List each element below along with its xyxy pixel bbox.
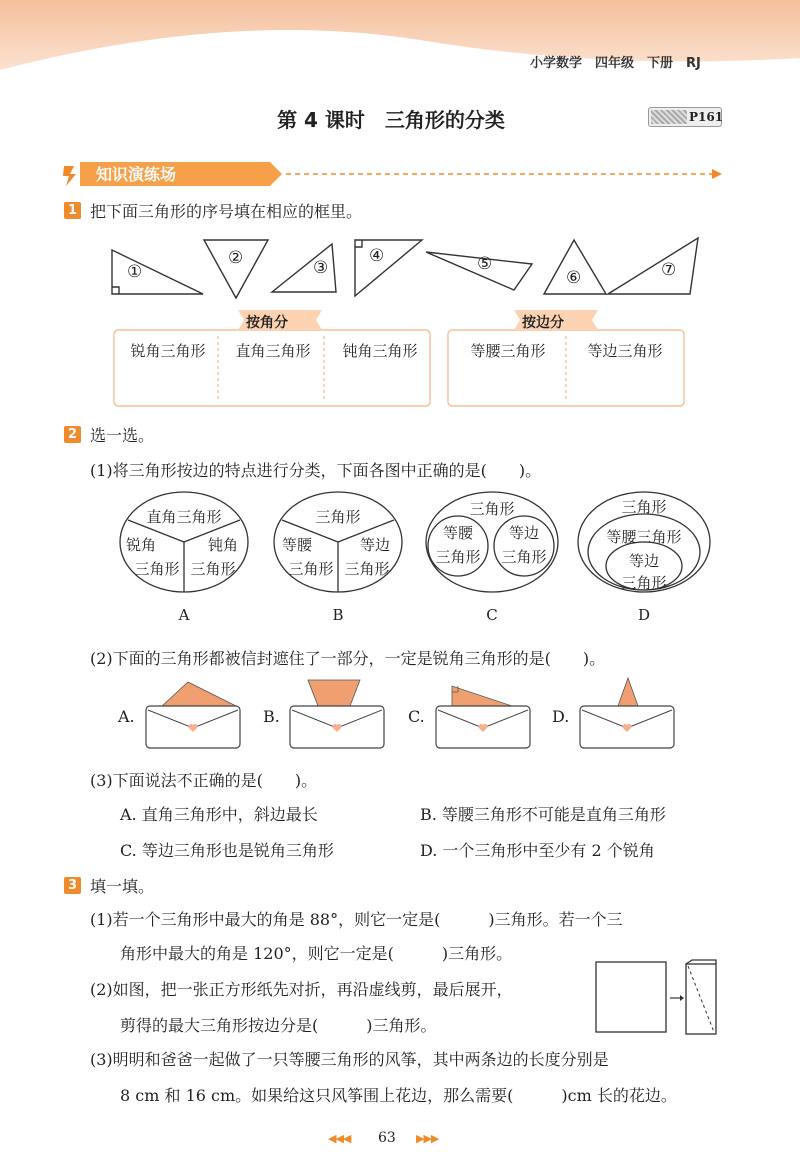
paper-fold-figure	[592, 958, 722, 1038]
q1-prompt: 把下面三角形的序号填在相应的框里。	[90, 202, 363, 221]
question-number-badge: 1	[64, 202, 81, 219]
col-isosceles: 等腰三角形	[470, 342, 546, 360]
section-title: 知识演练场	[96, 165, 177, 184]
q2-sub3-option-c: C. 等边三角形也是锐角三角形	[120, 841, 334, 860]
page-number: 63	[378, 1130, 396, 1146]
q3-sub2-line2: 剪得的最大三角形按边分是( )三角形。	[120, 1016, 437, 1035]
venn-c-left2: 三角形	[435, 548, 481, 566]
q2-prompt: 选一选。	[90, 426, 155, 445]
venn-a-top: 直角三角形	[146, 508, 222, 526]
venn-b-right1: 等边	[359, 536, 390, 554]
q2-sub3-option-b: B. 等腰三角形不可能是直角三角形	[420, 805, 666, 824]
next-arrows-icon: ▶▶▶	[416, 1132, 439, 1145]
square-paper	[596, 962, 666, 1032]
venn-d-outer: 三角形	[621, 498, 667, 516]
venn-d-inner2: 三角形	[621, 574, 667, 592]
venn-b-left2: 三角形	[288, 560, 334, 578]
footer-nav	[320, 1132, 460, 1152]
q3-sub2-line1: (2)如图，把一张正方形纸先对折，再沿虚线剪，最后展开，	[90, 980, 513, 999]
venn-c-top: 三角形	[469, 500, 515, 518]
envelope-triangle-d	[618, 678, 638, 706]
q2-sub1-text: (1)将三角形按边的特点进行分类，下面各图中正确的是( )。	[90, 461, 542, 480]
triangle-label-3: ③	[313, 258, 329, 278]
venn-a-left1: 锐角	[125, 536, 156, 554]
col-acute: 锐角三角形	[130, 342, 206, 360]
col-equilateral: 等边三角形	[587, 342, 663, 360]
option-d-label: D.	[552, 707, 570, 726]
venn-a-letter: A	[178, 606, 190, 624]
triangle-1	[112, 250, 203, 294]
envelope-triangle-a	[162, 682, 236, 706]
venn-c-letter: C	[486, 606, 498, 624]
envelope-triangle-b	[308, 680, 360, 706]
q2-sub3-option-a: A. 直角三角形中，斜边最长	[120, 805, 318, 824]
option-a-label: A.	[118, 707, 135, 726]
venn-d-letter: D	[637, 606, 651, 624]
q1-triangles-figure	[100, 232, 720, 302]
venn-b-left1: 等腰	[281, 536, 312, 554]
col-obtuse: 钝角三角形	[342, 342, 418, 360]
triangle-label-2: ②	[228, 248, 244, 268]
triangle-7	[608, 238, 698, 294]
q3-sub3-line1: (3)明明和爸爸一起做了一只等腰三角形的风筝，其中两条边的长度分别是	[90, 1050, 609, 1069]
option-b-label: B.	[263, 707, 280, 726]
q3-sub1-line1: (1)若一个三角形中最大的角是 88°，则它一定是( )三角形。若一个三	[90, 910, 623, 929]
option-c-label: C.	[408, 707, 425, 726]
question-number-badge: 2	[64, 426, 81, 443]
q2-sub3-option-d: D. 一个三角形中至少有 2 个锐角	[420, 841, 655, 860]
header-band	[0, 0, 800, 86]
by-angle-tag: 按角分	[246, 315, 288, 331]
prev-arrows-icon: ◀◀◀	[328, 1132, 351, 1145]
lesson-title: 第 4 课时 三角形的分类	[277, 108, 505, 132]
q2-sub3-text: (3)下面说法不正确的是( )。	[90, 771, 318, 790]
page-ref: P161	[689, 110, 724, 124]
by-side-tag: 按边分	[522, 315, 564, 331]
triangle-label-6: ⑥	[566, 268, 582, 288]
venn-a-right2: 三角形	[190, 560, 236, 578]
venn-a-left2: 三角形	[134, 560, 180, 578]
q3-sub1-line2: 角形中最大的角是 120°，则它一定是( )三角形。	[120, 944, 513, 963]
triangle-label-7: ⑦	[661, 260, 677, 280]
book-info: 小学数学 四年级 下册 RJ	[530, 56, 701, 71]
venn-c-right2: 三角形	[501, 548, 547, 566]
col-right: 直角三角形	[235, 342, 311, 360]
venn-d-mid: 等腰三角形	[606, 528, 682, 546]
q3-prompt: 填一填。	[90, 877, 155, 896]
venn-a-right1: 钝角	[207, 536, 238, 554]
triangle-label-5: ⑤	[477, 254, 493, 274]
question-number-badge: 3	[64, 877, 81, 894]
venn-b-letter: B	[332, 606, 344, 624]
venn-c-right1: 等边	[508, 524, 539, 542]
venn-b-right2: 三角形	[344, 560, 390, 578]
envelope-triangle-c	[452, 686, 512, 706]
triangle-4	[355, 240, 422, 296]
q2-sub2-text: (2)下面的三角形都被信封遮住了一部分，一定是锐角三角形的是( )。	[90, 649, 606, 668]
venn-b-top: 三角形	[315, 508, 361, 526]
qr-pattern-icon	[651, 110, 687, 124]
q3-sub3-line2: 8 cm 和 16 cm。如果给这只风筝围上花边，那么需要( )cm 长的花边。	[120, 1086, 677, 1105]
triangle-label-1: ①	[127, 262, 143, 282]
venn-d-inner1: 等边	[628, 552, 659, 570]
venn-c-left1: 等腰	[442, 524, 473, 542]
envelope-figures	[140, 670, 690, 752]
page-ref-badge	[648, 107, 722, 127]
folded-paper	[686, 964, 716, 1034]
triangle-label-4: ④	[369, 246, 385, 266]
